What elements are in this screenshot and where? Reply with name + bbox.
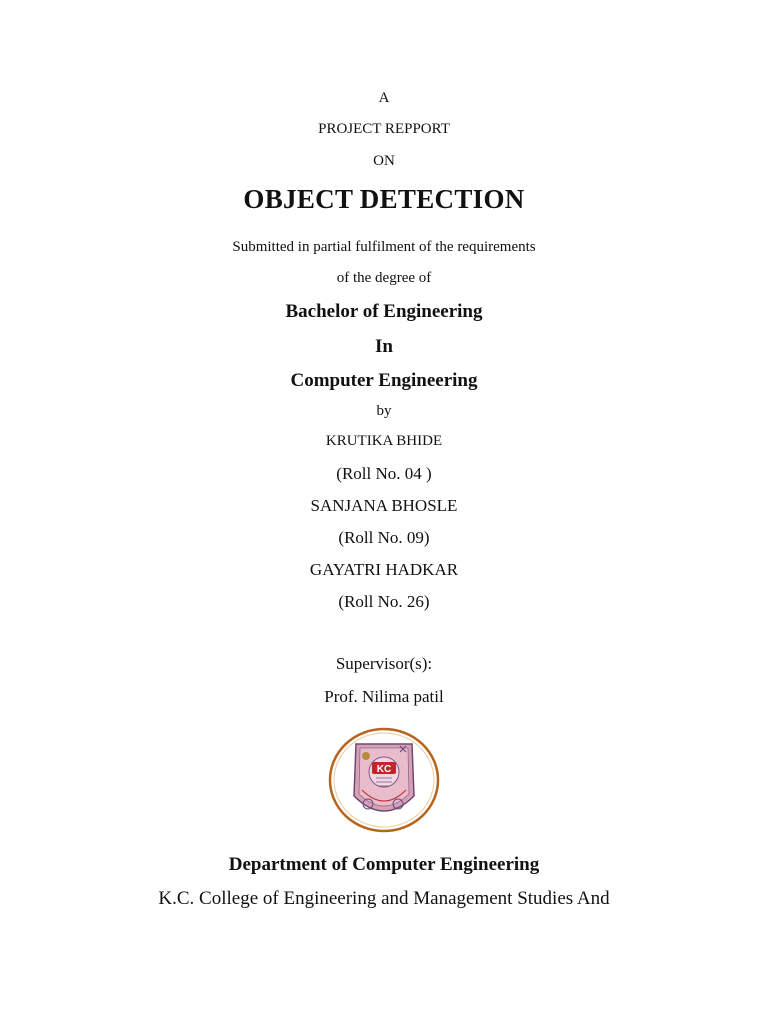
student-name: SANJANA BHOSLE bbox=[310, 496, 458, 515]
college-logo bbox=[326, 726, 442, 834]
student-roll: (Roll No. 04 ) bbox=[336, 464, 432, 483]
report-label: PROJECT REPPORT bbox=[318, 121, 450, 137]
article-a: A bbox=[378, 90, 390, 106]
student-roll: (Roll No. 26) bbox=[338, 592, 430, 611]
student-roll: (Roll No. 09) bbox=[338, 528, 430, 547]
in-label: In bbox=[375, 336, 393, 357]
branch-name: Computer Engineering bbox=[290, 370, 478, 391]
student-name: GAYATRI HADKAR bbox=[309, 560, 459, 579]
supervisor-label: Supervisor(s): bbox=[335, 654, 433, 673]
supervisor-name: Prof. Nilima patil bbox=[324, 687, 444, 706]
report-title: OBJECT DETECTION bbox=[243, 184, 525, 214]
department-name: Department of Computer Engineering bbox=[228, 854, 540, 875]
student-name: KRUTIKA BHIDE bbox=[325, 433, 443, 449]
submission-line-2: of the degree of bbox=[336, 270, 432, 286]
college-emblem-icon bbox=[326, 726, 442, 834]
degree-name: Bachelor of Engineering bbox=[285, 301, 483, 322]
submission-line-1: Submitted in partial fulfilment of the requirements bbox=[232, 239, 536, 255]
college-name: K.C. College of Engineering and Management Studies And bbox=[158, 888, 610, 909]
by-label: by bbox=[376, 403, 392, 419]
svg-text:KC: KC bbox=[376, 764, 392, 775]
on-label: ON bbox=[373, 153, 395, 169]
